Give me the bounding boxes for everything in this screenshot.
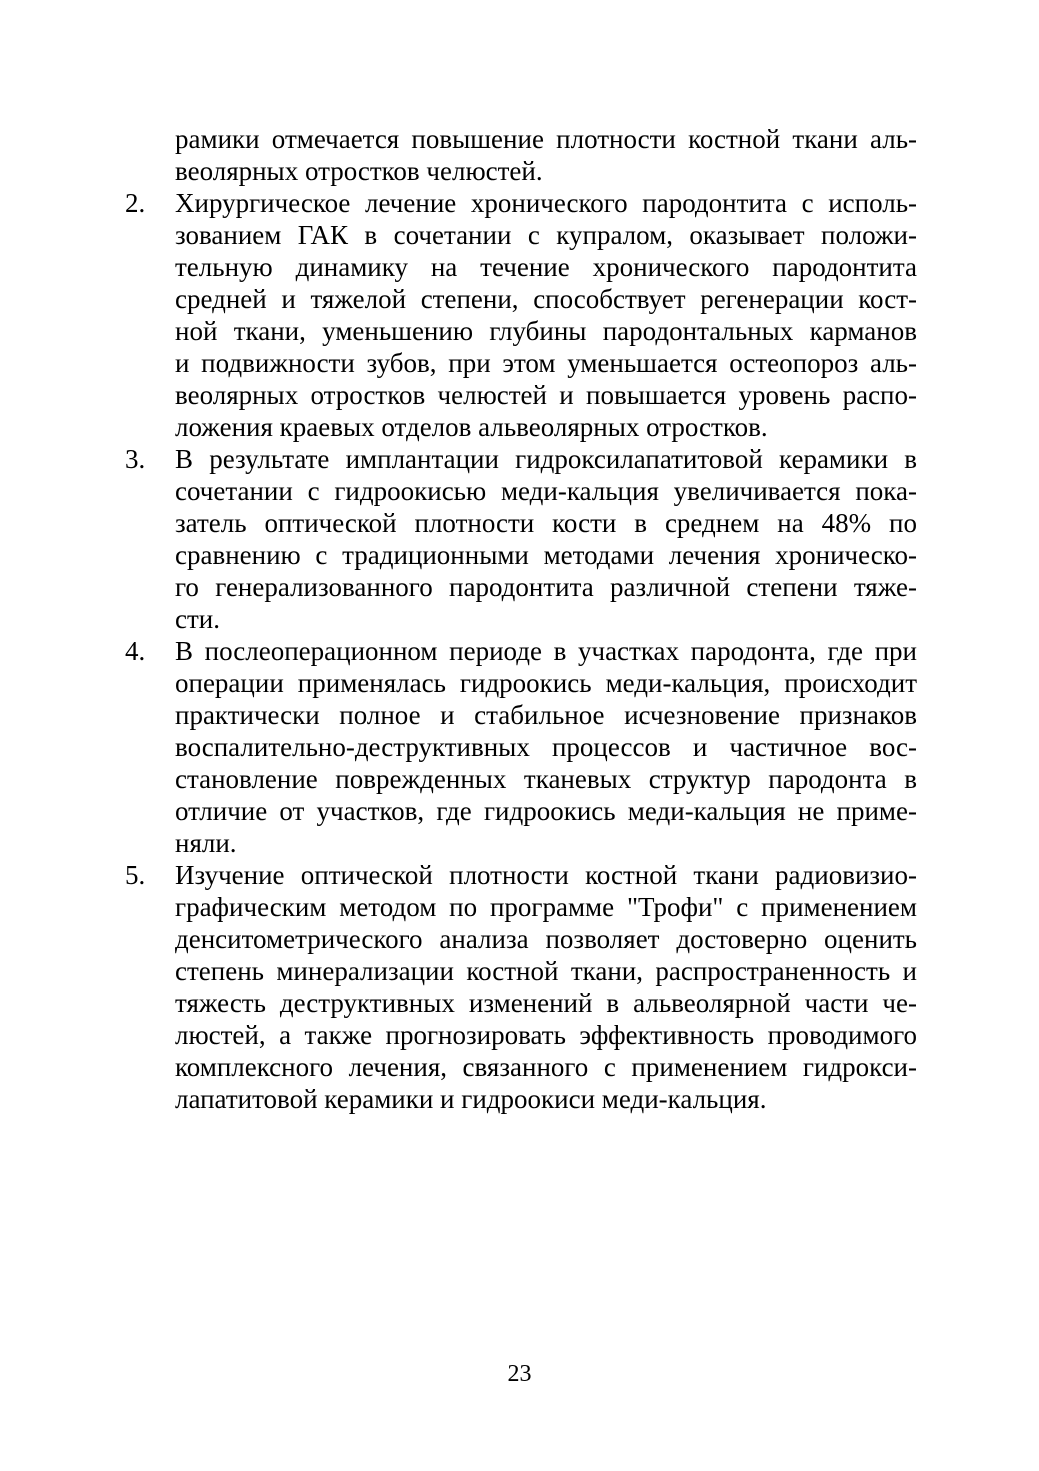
text-line: операции применялась гидроокись меди-кальция, происходит (175, 668, 917, 698)
text-line: затель оптической плотности кости в среднем на 48% по (175, 508, 917, 538)
list-item-text (175, 859, 917, 1115)
list-item (125, 443, 917, 635)
text-line: практически полное и стабильное исчезновение признаков (175, 700, 917, 730)
text-line: веолярных отростков челюстей. (175, 156, 543, 186)
text-line: и подвижности зубов, при этом уменьшается остеопороз аль- (175, 348, 917, 378)
text-line: становление поврежденных тканевых структур пародонта в (175, 764, 917, 794)
text-line: степень минерализации костной ткани, распространенность и (175, 956, 917, 986)
text-line: сравнению с традиционными методами лечения хроническо- (175, 540, 917, 570)
list-item (125, 859, 917, 1115)
text-line: воспалительно-деструктивных процессов и частичное вос- (175, 732, 917, 762)
text-line: денситометрического анализа позволяет достоверно оценить (175, 924, 917, 954)
text-line: средней и тяжелой степени, способствует регенерации кост- (175, 284, 917, 314)
text-line: ной ткани, уменьшению глубины пародонтальных карманов (175, 316, 917, 346)
text-line: зованием ГАК в сочетании с купралом, оказывает положи- (175, 220, 917, 250)
list-item-text (175, 187, 917, 443)
list-item-number: 2. (125, 188, 146, 218)
text-line: В результате имплантации гидроксилапатитовой керамики в (175, 444, 917, 474)
text-line: люстей, а также прогнозировать эффективность проводимого (175, 1020, 917, 1050)
page-number: 23 (507, 1361, 532, 1387)
text-line: няли. (175, 828, 237, 858)
text-line: тельную динамику на течение хронического пародонтита (175, 252, 917, 282)
list-item-text (175, 443, 917, 635)
text-line: Хирургическое лечение хронического пародонтита с исполь- (175, 188, 917, 218)
page-body (125, 123, 917, 1115)
text-line: ложения краевых отделов альвеолярных отростков. (175, 412, 768, 442)
text-line: веолярных отростков челюстей и повышается уровень распо- (175, 380, 917, 410)
list-item-number: 5. (125, 860, 146, 890)
list-item (125, 187, 917, 443)
text-line: лапатитовой керамики и гидроокиси меди-кальция. (175, 1084, 767, 1114)
text-line: тяжесть деструктивных изменений в альвеолярной части че- (175, 988, 917, 1018)
list-item-text (175, 635, 917, 859)
text-line: сочетании с гидроокисью меди-кальция увеличивается пока- (175, 476, 917, 506)
list-item-number: 4. (125, 636, 146, 666)
text-line: Изучение оптической плотности костной ткани радиовизио- (175, 860, 917, 890)
text-line: сти. (175, 604, 220, 634)
list-item (125, 635, 917, 859)
list-item-number: 3. (125, 444, 146, 474)
text-line: В послеоперационном периоде в участках пародонта, где при (175, 636, 917, 666)
text-line: комплексного лечения, связанного с применением гидрокси- (175, 1052, 917, 1082)
text-line: отличие от участков, где гидроокись меди-кальция не приме- (175, 796, 917, 826)
text-line: го генерализованного пародонтита различной степени тяже- (175, 572, 917, 602)
text-line: рамики отмечается повышение плотности костной ткани аль- (175, 124, 917, 154)
text-line: графическим методом по программе "Трофи" с применением (175, 892, 917, 922)
list-item-continuation (125, 123, 917, 187)
